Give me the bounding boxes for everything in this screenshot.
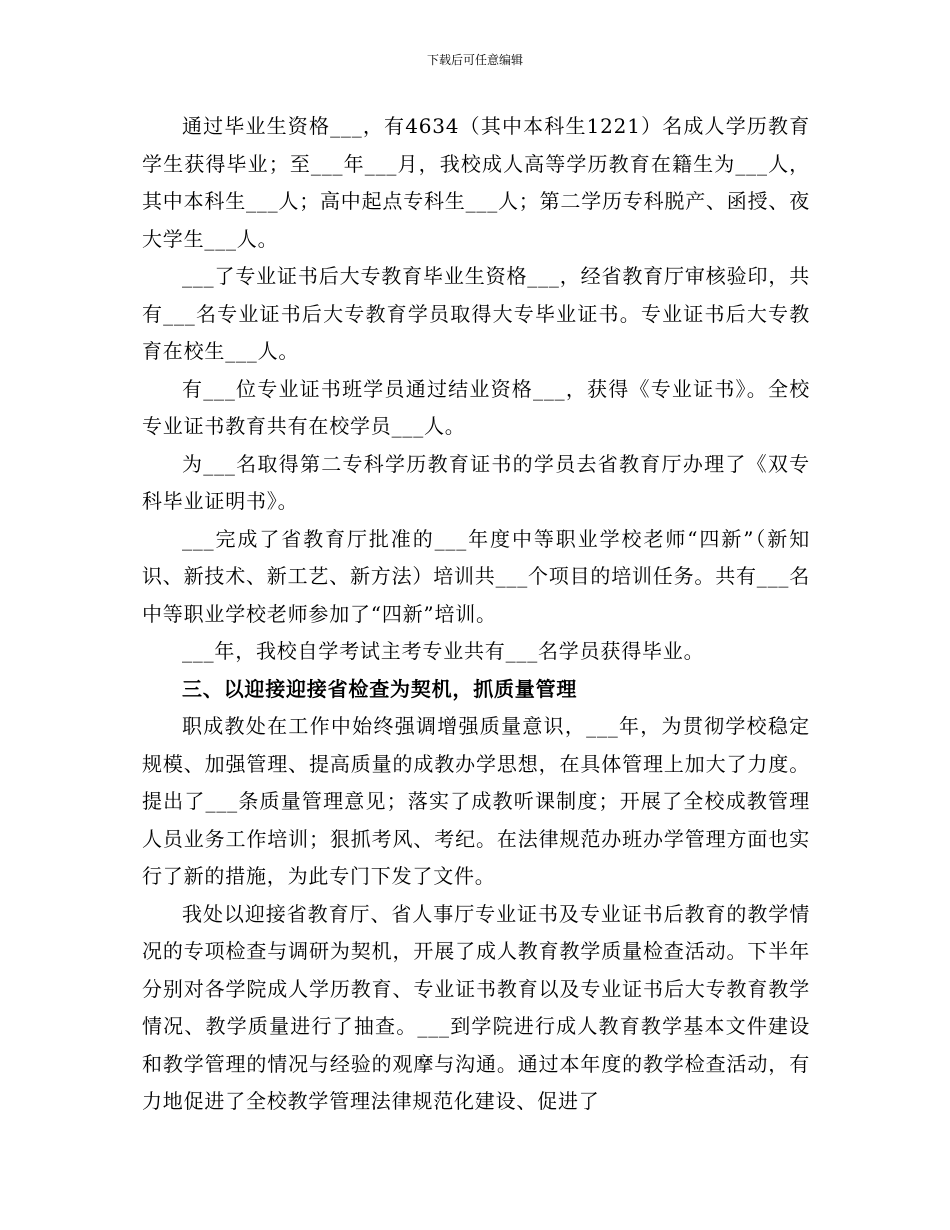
paragraph-self-study-exam: ___年，我校自学考试主考专业共有___名学员获得毕业。 [182,639,705,663]
document-body [142,108,810,1121]
paragraph-double-diploma: 为___名取得第二专科学历教育证书的学员去省教育厅办理了《双专科毕业证明书》。 [142,451,810,513]
paragraph-quality-awareness: 职成教处在工作中始终强调增强质量意识，___年，为贯彻学校稳定规模、加强管理、提高质量的成教办学思想，在具体管理上加大了力度。提出了___条质量管理意见；落实了成教听课制度；开展了全校成教管理人员业务工作培训；狠抓考风、考纪。在法律规范办班办学管理方面也实行了新的措施，为此专门下发了文件。 [142,714,810,888]
paragraph-teacher-training: ___完成了省教育厅批准的___年度中等职业学校老师“四新”（新知识、新技术、新工艺、新方法）培训共___个项目的培训任务。共有___名中等职业学校老师参加了“四新”培训。 [142,526,810,626]
page-header: 下载后可任意编辑 [426,53,523,67]
paragraph-certificate-college: ___了专业证书后大专教育毕业生资格___，经省教育厅审核验印，共有___名专业证书后大专教育学员取得大专毕业证书。专业证书后大专教育在校生___人。 [142,264,810,363]
paragraph-certificate-class: 有___位专业证书班学员通过结业资格___，获得《专业证书》。全校专业证书教育共有在校学员___人。 [142,376,810,438]
paragraph-graduates: 通过毕业生资格___，有4634（其中本科生1221）名成人学历教育学生获得毕业；至___年___月，我校成人高等学历教育在籍生为___人，其中本科生___人；高中起点专科生___人；第二学历专科脱产、函授、夜大学生___人。 [142,114,810,251]
paragraph-teaching-inspection: 我处以迎接省教育厅、省人事厅专业证书及专业证书后教育的教学情况的专项检查与调研为契机，开展了成人教育教学质量检查活动。下半年分别对各学院成人学历教育、专业证书教育以及专业证书后大专教育教学情况、教学质量进行了抽查。___到学院进行成人教育教学基本文件建设和教学管理的情况与经验的观摩与沟通。通过本年度的教学检查活动，有力地促进了全校教学管理法律规范化建设、促进了 [142,901,810,1113]
section-heading: 三、以迎接迎接省检查为契机，抓质量管理 [182,676,578,701]
